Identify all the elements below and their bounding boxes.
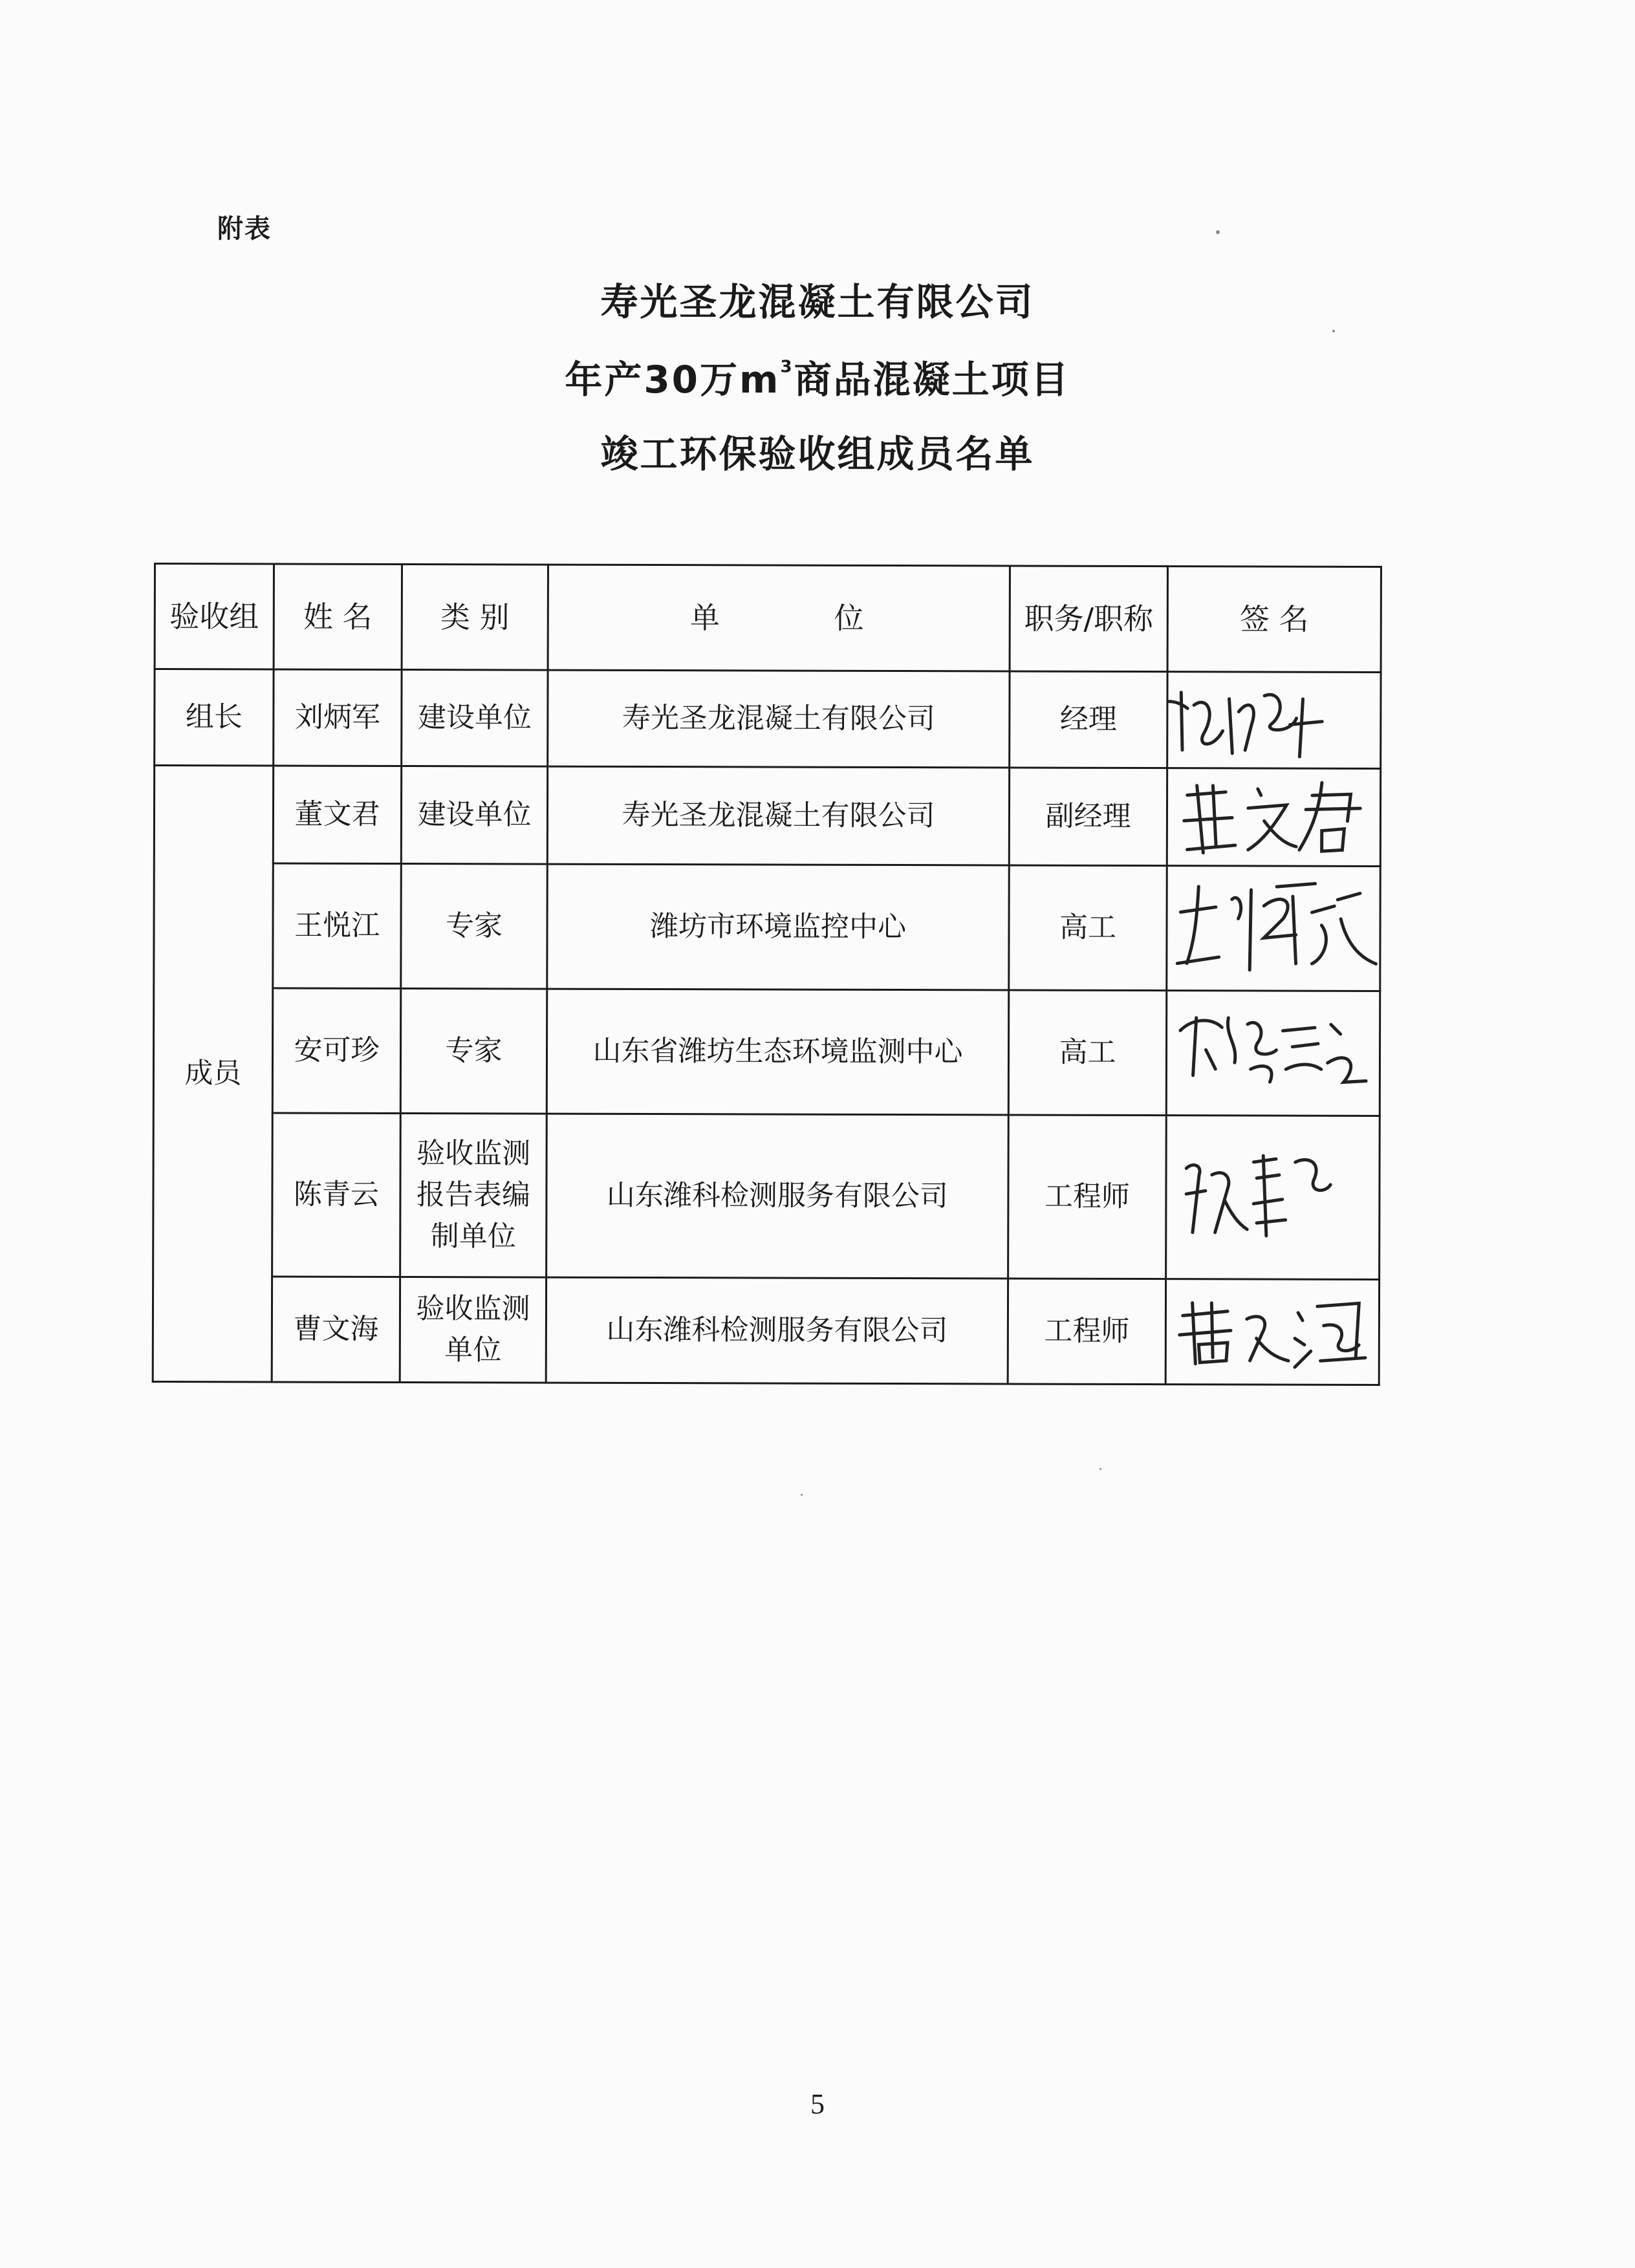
header-name: 姓 名 (274, 564, 402, 670)
signature-cell (1167, 866, 1381, 991)
title-line-2-suffix: 商品混凝土项目 (794, 358, 1070, 402)
position-cell: 高工 (1009, 865, 1167, 991)
signature-cell (1167, 768, 1380, 867)
category-cell: 验收监测单位 (400, 1277, 546, 1383)
document-title-line-1: 寿光圣龙混凝土有限公司 (600, 280, 1035, 324)
handwritten-signature (1167, 991, 1379, 1115)
table-row (153, 988, 1380, 1116)
handwritten-signature (1168, 769, 1380, 865)
signature-cell (1166, 1116, 1380, 1280)
name-cell: 刘炳军 (274, 669, 402, 766)
handwritten-signature (1168, 673, 1380, 768)
roster-table (152, 563, 1382, 1386)
handwritten-signature (1167, 1116, 1379, 1279)
unit-cell: 寿光圣龙混凝土有限公司 (547, 766, 1009, 865)
unit-cell: 山东省潍坊生态环境监测中心 (547, 989, 1009, 1115)
group-cell: 组长 (155, 669, 274, 766)
unit-cell: 潍坊市环境监控中心 (547, 864, 1010, 990)
scan-speck (1099, 1468, 1101, 1470)
group-cell: 成员 (153, 766, 273, 1382)
appendix-label: 附表 (217, 214, 272, 244)
category-cell: 验收监测报告表编制单位 (400, 1114, 547, 1278)
table-row (154, 863, 1380, 991)
header-category: 类 别 (402, 565, 548, 671)
title-line-2-superscript: 3 (780, 357, 794, 377)
signature-cell (1165, 1279, 1379, 1385)
position-cell: 高工 (1008, 990, 1167, 1116)
scan-speck (1216, 230, 1220, 234)
position-cell: 工程师 (1008, 1115, 1167, 1279)
signature-cell (1167, 672, 1381, 769)
header-signature: 签 名 (1167, 567, 1381, 673)
table-row (155, 669, 1381, 769)
category-cell: 专家 (401, 864, 548, 989)
position-cell: 经理 (1010, 671, 1167, 768)
header-unit: 单 位 (548, 565, 1010, 671)
table-header-row (155, 564, 1381, 673)
handwritten-signature (1167, 1280, 1378, 1384)
table-row (154, 766, 1380, 867)
name-cell: 陈青云 (272, 1113, 401, 1277)
signature-cell (1166, 991, 1380, 1116)
name-cell: 王悦江 (273, 863, 402, 989)
header-position: 职务/职称 (1010, 566, 1167, 672)
page-number: 5 (810, 2088, 825, 2120)
name-cell: 曹文海 (272, 1277, 400, 1383)
name-cell: 安可珍 (272, 988, 401, 1114)
category-cell: 建设单位 (402, 670, 548, 767)
handwritten-signature (1167, 867, 1379, 990)
unit-cell: 寿光圣龙混凝土有限公司 (548, 670, 1010, 768)
category-cell: 建设单位 (401, 766, 547, 865)
table-row (153, 1113, 1380, 1280)
document-title-line-3: 竣工环保验收组成员名单 (600, 432, 1035, 476)
table-row (153, 1277, 1379, 1385)
document-title-line-2 (0, 349, 1635, 404)
unit-cell: 山东潍科检测服务有限公司 (546, 1277, 1008, 1384)
scan-speck (801, 1494, 803, 1496)
position-cell: 工程师 (1008, 1279, 1165, 1385)
category-cell: 专家 (400, 989, 547, 1114)
title-line-2-prefix: 年产30万m (565, 358, 781, 402)
scan-speck (1332, 330, 1335, 332)
header-group: 验收组 (155, 564, 274, 669)
unit-cell: 山东潍科检测服务有限公司 (547, 1114, 1009, 1279)
name-cell: 董文君 (273, 766, 401, 864)
position-cell: 副经理 (1009, 768, 1167, 866)
